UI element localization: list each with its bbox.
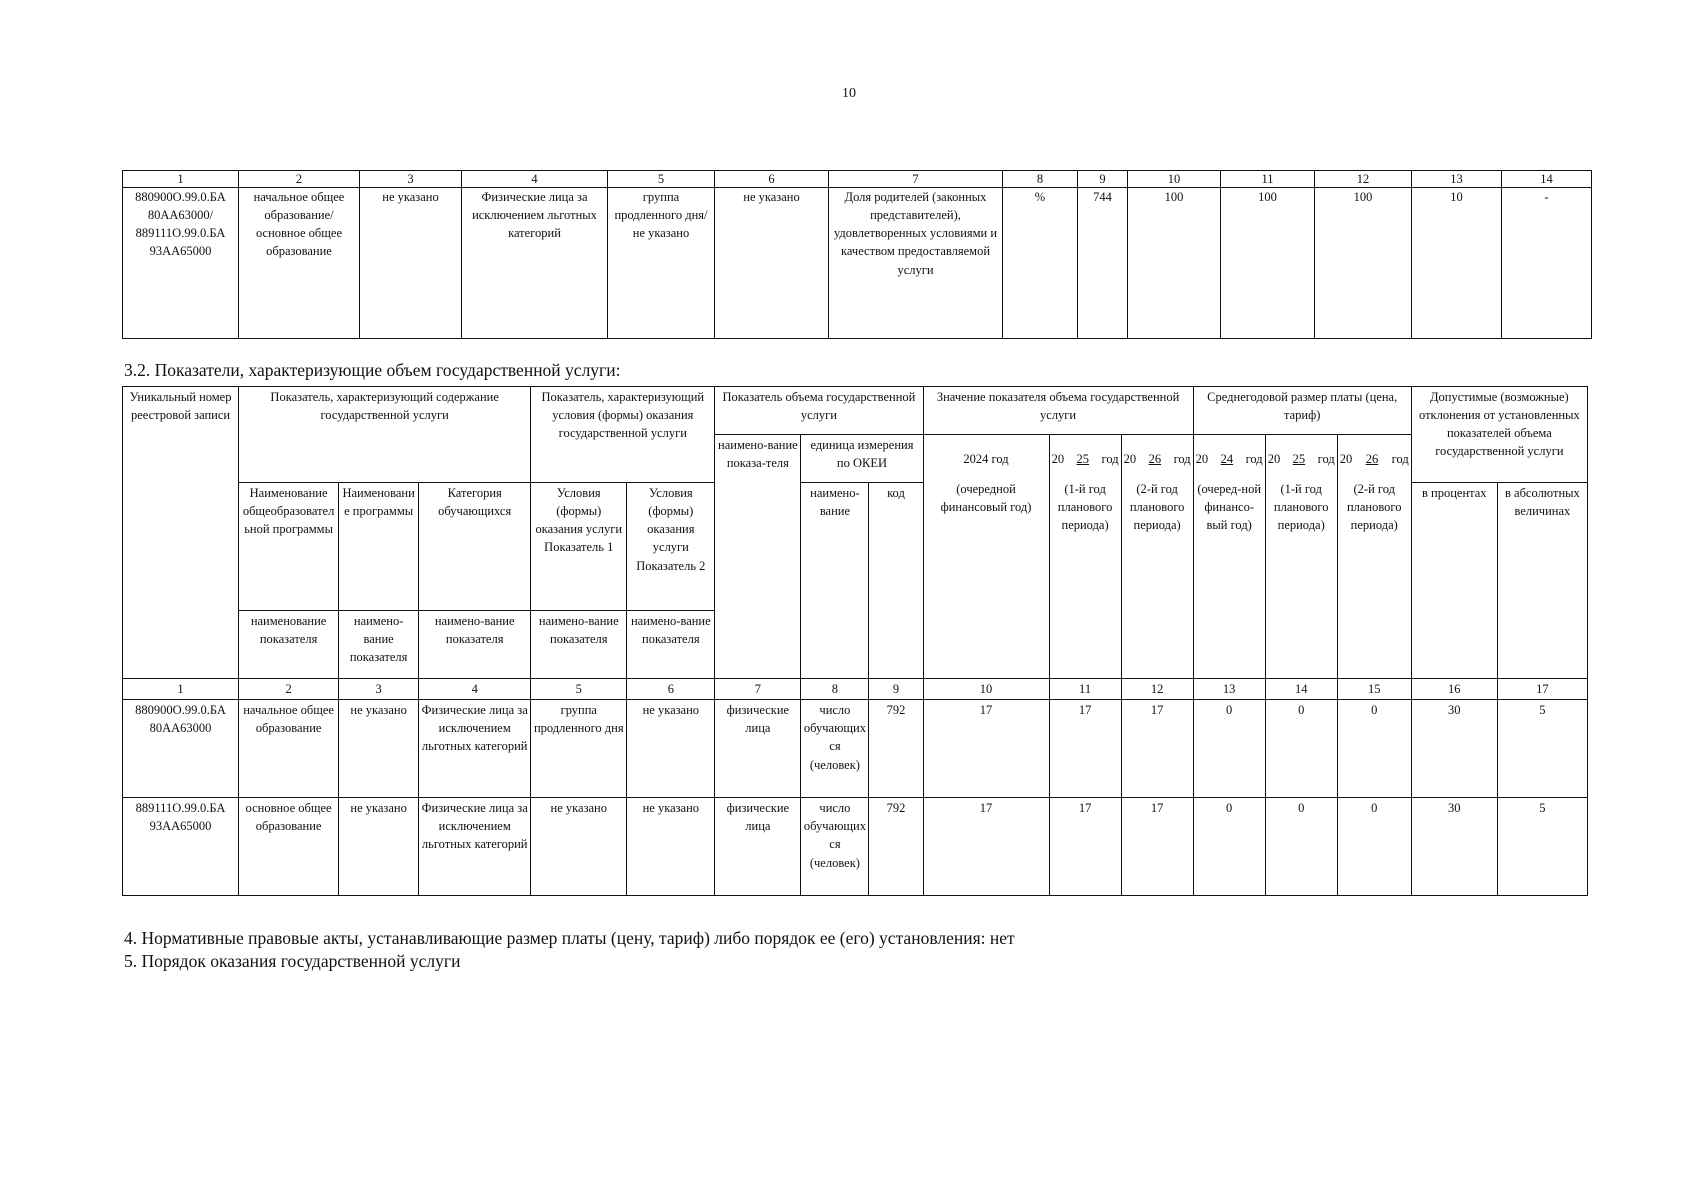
header-avg-fee: Среднегодовой размер платы (цена, тариф) [1193, 387, 1411, 435]
header-volume-value: Значение показателя объема государственной услуги [923, 387, 1193, 435]
year-god: год [1101, 452, 1119, 466]
registry-number-cell: 880900О.99.0.БА 80АА63000 [123, 700, 239, 798]
indicator-name-cell: физические лица [715, 700, 801, 798]
col-num: 7 [715, 679, 801, 700]
column-numbers-row [123, 679, 1588, 700]
col-num: 13 [1412, 171, 1502, 188]
section-5-text: 5. Порядок оказания государственной услуги [124, 951, 461, 971]
header-year-label [1340, 450, 1409, 468]
col-num: 14 [1265, 679, 1337, 700]
col-num: 13 [1193, 679, 1265, 700]
indicator-name-cell: физические лица [715, 798, 801, 896]
condition-cell: не указано [627, 798, 715, 896]
program-name-cell: не указано [339, 700, 419, 798]
column-numbers-row [123, 171, 1592, 188]
header-edu-program: Наименование общеобразовательной программы [239, 483, 339, 611]
condition-cell: группа продленного дня/ не указано [608, 188, 715, 339]
header-year-label [1196, 450, 1263, 468]
col-num: 2 [239, 171, 360, 188]
header-program-name: Наименование программы [339, 483, 419, 611]
col-num: 1 [123, 679, 239, 700]
indicator-name-cell: Доля родителей (законных представителей), удовлетворенных условиями и качеством предоставляемой услуги [829, 188, 1003, 339]
table-row [123, 798, 1588, 896]
header-category: Категория обучающихся [419, 483, 531, 611]
fee-cell: 0 [1337, 700, 1411, 798]
condition-cell: группа продленного дня [531, 700, 627, 798]
year-god: год [1173, 452, 1191, 466]
program-cell: начальное общее образование/ основное общее образование [239, 188, 360, 339]
col-num: 2 [239, 679, 339, 700]
value-cell: 17 [923, 700, 1049, 798]
col-num: 10 [1128, 171, 1221, 188]
header-unit-code: код [869, 483, 923, 679]
unit-name-cell: число обучающихся (человек) [801, 700, 869, 798]
program-name-cell: не указано [339, 798, 419, 896]
value-cell: 100 [1315, 188, 1412, 339]
program-cell: основное общее образование [239, 798, 339, 896]
category-cell: Физические лица за исключением льготных категорий [419, 700, 531, 798]
value-cell: 17 [1121, 700, 1193, 798]
header-year-sub: (1-й год планового периода) [1057, 482, 1113, 533]
year-prefix: 20 [1339, 452, 1353, 466]
header-indicator-name: наимено-вание показа-теля [715, 435, 801, 679]
year-prefix: 20 [1267, 452, 1281, 466]
header-condition-2: Условия (формы) оказания услуги Показатель 2 [627, 483, 715, 611]
value-cell: 100 [1221, 188, 1315, 339]
header-fee-2024 [1193, 435, 1265, 679]
fee-cell: 0 [1193, 798, 1265, 896]
year-god: год [1391, 452, 1409, 466]
registry-number-cell: 880900О.99.0.БА 80АА63000/ 889111О.99.0.БА 93АА65000 [123, 188, 239, 339]
col-num: 17 [1497, 679, 1587, 700]
header-year-sub: (очеред-ной финансо-вый год) [1197, 482, 1262, 533]
header-unique-number: Уникальный номер реестровой записи [123, 387, 239, 679]
col-num: 1 [123, 171, 239, 188]
header-row [123, 387, 1588, 435]
header-condition-indicator: Показатель, характеризующий условия (формы) оказания государственной услуги [531, 387, 715, 483]
condition-cell: не указано [715, 188, 829, 339]
deviation-absolute-cell: 5 [1497, 798, 1587, 896]
year-god: год [1245, 452, 1263, 466]
table-row [123, 700, 1588, 798]
header-in-percent: в процентах [1411, 483, 1497, 679]
col-num: 12 [1315, 171, 1412, 188]
header-condition-1: Условия (формы) оказания услуги Показатель 1 [531, 483, 627, 611]
fee-cell: 0 [1265, 798, 1337, 896]
header-indicator-name-sub: наимено-вание показателя [627, 611, 715, 679]
value-cell: 100 [1128, 188, 1221, 339]
year-suffix: 25 [1076, 452, 1090, 466]
header-indicator-name-sub: наимено-вание показателя [531, 611, 627, 679]
col-num: 11 [1221, 171, 1315, 188]
unit-cell: % [1003, 188, 1078, 339]
col-num: 11 [1049, 679, 1121, 700]
deviation-percent-cell: 30 [1411, 700, 1497, 798]
year-suffix: 26 [1365, 452, 1379, 466]
col-num: 8 [1003, 171, 1078, 188]
header-volume-indicator: Показатель объема государственной услуги [715, 387, 923, 435]
col-num: 12 [1121, 679, 1193, 700]
year-suffix: 24 [1220, 452, 1234, 466]
col-num: 14 [1502, 171, 1592, 188]
col-num: 6 [715, 171, 829, 188]
condition-cell: не указано [627, 700, 715, 798]
header-content-indicator: Показатель, характеризующий содержание государственной услуги [239, 387, 531, 483]
col-num: 3 [339, 679, 419, 700]
col-num: 3 [360, 171, 462, 188]
header-indicator-name-sub: наименование показателя [239, 611, 339, 679]
header-indicator-name-sub: наимено-вание показателя [339, 611, 419, 679]
fee-cell: 0 [1265, 700, 1337, 798]
unit-code-cell: 792 [869, 700, 923, 798]
deviation-absolute-cell: - [1502, 188, 1592, 339]
col-num: 16 [1411, 679, 1497, 700]
header-indicator-name-sub: наимено-вание показателя [419, 611, 531, 679]
header-unit-okei: единица измерения по ОКЕИ [801, 435, 923, 483]
col-num: 10 [923, 679, 1049, 700]
unit-code-cell: 792 [869, 798, 923, 896]
value-cell: 17 [1049, 700, 1121, 798]
header-value-2025 [1049, 435, 1121, 679]
value-cell: 17 [1121, 798, 1193, 896]
section-4-text: 4. Нормативные правовые акты, устанавливающие размер платы (цену, тариф) либо порядок ее (его) установления: нет [124, 928, 1015, 948]
category-cell: Физические лица за исключением льготных категорий [462, 188, 608, 339]
year-suffix: 25 [1292, 452, 1306, 466]
program-cell: начальное общее образование [239, 700, 339, 798]
header-value-2026 [1121, 435, 1193, 679]
header-deviations: Допустимые (возможные) отклонения от установленных показателей объема государственной услуги [1411, 387, 1587, 483]
registry-number-cell: 889111О.99.0.БА 93АА65000 [123, 798, 239, 896]
header-year-sub: (очередной финансовый год) [940, 482, 1032, 515]
col-num: 5 [531, 679, 627, 700]
col-num: 9 [869, 679, 923, 700]
header-unit-name: наимено-вание [801, 483, 869, 679]
header-in-absolute: в абсолютных величинах [1497, 483, 1587, 679]
header-year-sub: (2-й год планового периода) [1129, 482, 1185, 533]
year-prefix: 20 [1051, 452, 1065, 466]
header-year-sub: (2-й год планового периода) [1346, 482, 1402, 533]
volume-indicators-table [122, 386, 1588, 896]
col-num: 9 [1078, 171, 1128, 188]
col-num: 4 [462, 171, 608, 188]
header-year-label [1052, 450, 1119, 468]
col-num: 15 [1337, 679, 1411, 700]
fee-cell: 0 [1337, 798, 1411, 896]
content-cell: не указано [360, 188, 462, 339]
page-number: 10 [842, 86, 856, 101]
section-3-2-title: 3.2. Показатели, характеризующие объем государственной услуги: [124, 360, 621, 380]
year-suffix: 26 [1148, 452, 1162, 466]
header-fee-2025 [1265, 435, 1337, 679]
header-year-label [1124, 450, 1191, 468]
deviation-percent-cell: 10 [1412, 188, 1502, 339]
quality-indicators-table [122, 170, 1592, 339]
col-num: 8 [801, 679, 869, 700]
value-cell: 17 [1049, 798, 1121, 896]
col-num: 7 [829, 171, 1003, 188]
year-prefix: 20 [1195, 452, 1209, 466]
col-num: 5 [608, 171, 715, 188]
header-year-label: 2024 год [963, 452, 1009, 466]
category-cell: Физические лица за исключением льготных категорий [419, 798, 531, 896]
header-year-label [1268, 450, 1335, 468]
col-num: 4 [419, 679, 531, 700]
value-cell: 17 [923, 798, 1049, 896]
year-prefix: 20 [1123, 452, 1137, 466]
deviation-percent-cell: 30 [1411, 798, 1497, 896]
header-fee-2026 [1337, 435, 1411, 679]
unit-name-cell: число обучающихся (человек) [801, 798, 869, 896]
header-value-2024 [923, 435, 1049, 679]
header-year-sub: (1-й год планового периода) [1273, 482, 1329, 533]
deviation-absolute-cell: 5 [1497, 700, 1587, 798]
okei-code-cell: 744 [1078, 188, 1128, 339]
col-num: 6 [627, 679, 715, 700]
fee-cell: 0 [1193, 700, 1265, 798]
condition-cell: не указано [531, 798, 627, 896]
year-god: год [1317, 452, 1335, 466]
table-row [123, 188, 1592, 339]
